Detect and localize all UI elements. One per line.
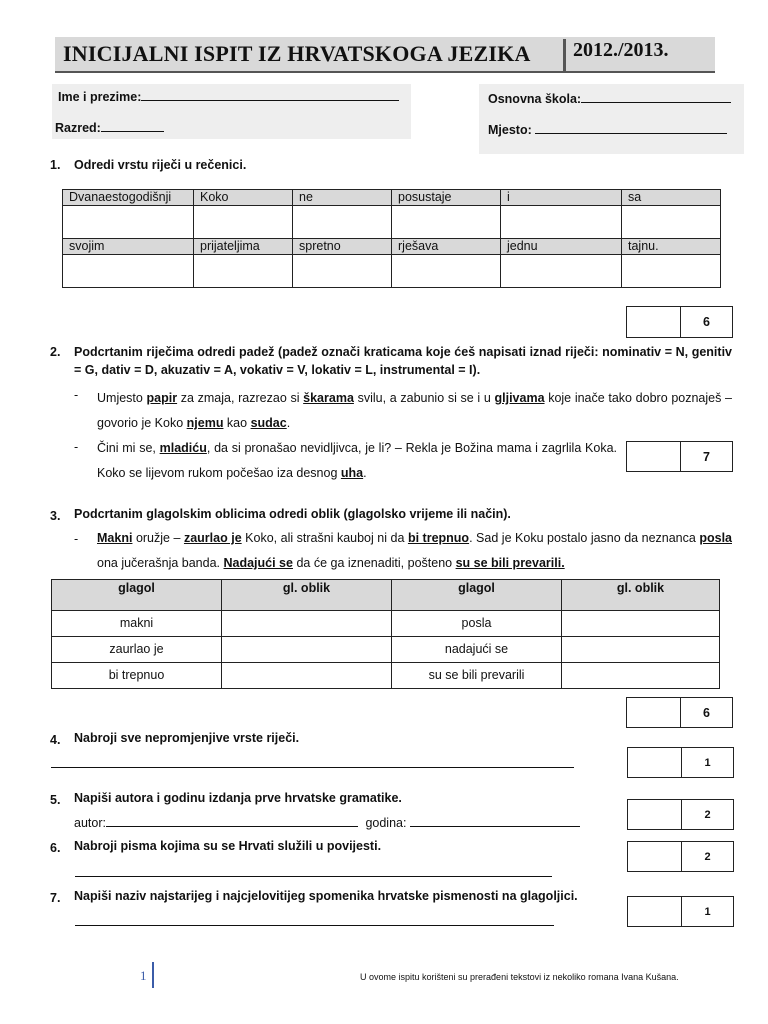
table-header-row bbox=[52, 580, 720, 611]
word-cell: ne bbox=[293, 190, 392, 206]
question-7-text: Napiši naziv najstarijeg i najcjelovitijeg spomenika hrvatske pismenosti na glagoljici. bbox=[74, 889, 578, 903]
question-number: 1. bbox=[50, 158, 61, 172]
dash-bullet: - bbox=[74, 532, 79, 546]
author-label: autor: bbox=[74, 816, 106, 830]
text-segment: Umjesto bbox=[97, 391, 147, 405]
answer-row bbox=[63, 206, 721, 239]
footer-divider bbox=[152, 962, 154, 988]
score-input[interactable] bbox=[627, 307, 681, 337]
answer-cell[interactable] bbox=[501, 255, 622, 288]
question-2-paragraph-1 bbox=[97, 386, 732, 436]
answer-cell[interactable] bbox=[222, 637, 392, 663]
question-number: 4. bbox=[50, 733, 61, 747]
table-row bbox=[52, 663, 720, 689]
question-number: 6. bbox=[50, 841, 61, 855]
max-points: 1 bbox=[704, 905, 711, 918]
dash-bullet: - bbox=[74, 440, 79, 454]
text-segment: kao bbox=[223, 416, 251, 430]
max-points: 7 bbox=[703, 449, 710, 464]
verb-cell: nadajući se bbox=[392, 637, 562, 663]
page-number: 1 bbox=[140, 968, 147, 983]
answer-line[interactable] bbox=[75, 876, 552, 877]
word-cell: sa bbox=[622, 190, 721, 206]
word-cell: tajnu. bbox=[622, 239, 721, 255]
underlined-word: mladiću bbox=[159, 441, 207, 455]
underlined-word: uha bbox=[340, 466, 364, 480]
verb-cell: posla bbox=[392, 611, 562, 637]
score-input[interactable] bbox=[628, 842, 682, 871]
score-box-q7 bbox=[627, 896, 734, 927]
column-header: gl. oblik bbox=[222, 580, 392, 611]
text-segment: oružje – bbox=[132, 531, 184, 545]
answer-cell[interactable] bbox=[63, 206, 194, 239]
text-segment: . bbox=[363, 466, 367, 480]
question-5-text: Napiši autora i godinu izdanja prve hrvatske gramatike. bbox=[74, 791, 402, 805]
score-input[interactable] bbox=[627, 442, 681, 471]
score-box-q5 bbox=[627, 799, 734, 830]
school-info-box bbox=[479, 84, 744, 154]
underlined-word: njemu bbox=[186, 416, 224, 430]
school-year: 2012./2013. bbox=[573, 39, 669, 61]
question-6-text: Nabroji pisma kojima su se Hrvati služili u povijesti. bbox=[74, 839, 382, 853]
question-number: 7. bbox=[50, 891, 61, 905]
score-input[interactable] bbox=[627, 698, 681, 727]
header-divider bbox=[563, 39, 566, 71]
max-points: 1 bbox=[704, 756, 711, 769]
underlined-word: gljivama bbox=[494, 391, 545, 405]
max-points: 6 bbox=[703, 705, 710, 720]
answer-cell[interactable] bbox=[392, 255, 501, 288]
answer-line[interactable] bbox=[75, 925, 554, 926]
answer-cell[interactable] bbox=[392, 206, 501, 239]
year-label: godina: bbox=[365, 816, 407, 830]
underlined-word: papir bbox=[146, 391, 178, 405]
word-cell: Dvanaestogodišnji bbox=[63, 190, 194, 206]
class-field[interactable] bbox=[101, 119, 164, 132]
word-type-table bbox=[62, 189, 721, 288]
year-field[interactable] bbox=[410, 814, 580, 827]
underlined-word: škarama bbox=[303, 391, 354, 405]
score-box-q2 bbox=[626, 441, 733, 472]
underlined-word: Makni bbox=[97, 531, 133, 545]
word-cell: jednu bbox=[501, 239, 622, 255]
answer-cell[interactable] bbox=[562, 663, 720, 689]
question-number: 3. bbox=[50, 509, 61, 523]
verb-form-table bbox=[51, 579, 720, 689]
question-number: 5. bbox=[50, 793, 61, 807]
table-row bbox=[63, 190, 721, 206]
answer-cell[interactable] bbox=[562, 611, 720, 637]
underlined-word: bi trepnuo bbox=[407, 531, 470, 545]
text-segment: , da si pronašao nevidljivca, je li? – Rekla je Božina mama i zagrlila Koka. Koko se lijevom rukom počešao iza desnog bbox=[97, 441, 617, 480]
underlined-word: posla bbox=[699, 531, 732, 545]
column-header: gl. oblik bbox=[562, 580, 720, 611]
footer-note: U ovome ispitu korišteni su prerađeni tekstovi iz nekoliko romana Ivana Kušana. bbox=[360, 972, 679, 982]
underlined-word: Nadajući se bbox=[223, 556, 293, 570]
class-label: Razred: bbox=[55, 121, 101, 135]
dash-bullet: - bbox=[74, 388, 79, 402]
score-input[interactable] bbox=[628, 897, 682, 926]
question-2-paragraph-2 bbox=[97, 436, 617, 486]
answer-cell[interactable] bbox=[293, 206, 392, 239]
underlined-word: sudac bbox=[250, 416, 287, 430]
text-segment: Čini mi se, bbox=[97, 441, 160, 455]
place-field[interactable] bbox=[535, 121, 727, 134]
question-2-text: Podcrtanim riječima odredi padež (padež označi kraticama koje ćeš napisati iznad riječi: nominativ = N, genitiv = G, dativ = D, akuzativ = A, vokativ = V, lokativ = L, instrumental = I). bbox=[74, 345, 732, 377]
text-segment: . bbox=[286, 416, 291, 430]
author-line bbox=[74, 814, 580, 830]
student-info-box bbox=[52, 84, 411, 139]
word-cell: spretno bbox=[293, 239, 392, 255]
text-segment: koje inače tako dobro poznaješ – govorio je Koko bbox=[97, 391, 732, 430]
name-label: Ime i prezime: bbox=[58, 90, 142, 104]
question-1-heading bbox=[50, 158, 60, 172]
author-field[interactable] bbox=[106, 814, 358, 827]
school-field[interactable] bbox=[581, 90, 731, 103]
verb-cell: bi trepnuo bbox=[52, 663, 222, 689]
answer-line[interactable] bbox=[51, 767, 574, 768]
word-cell: rješava bbox=[392, 239, 501, 255]
word-cell: Koko bbox=[194, 190, 293, 206]
question-1-text: Odredi vrstu riječi u rečenici. bbox=[74, 158, 247, 172]
score-box-q1 bbox=[626, 306, 733, 338]
question-3-text: Podcrtanim glagolskim oblicima odredi oblik (glagolsko vrijeme ili način). bbox=[74, 507, 511, 521]
word-cell: svojim bbox=[63, 239, 194, 255]
answer-cell[interactable] bbox=[222, 663, 392, 689]
word-cell: prijateljima bbox=[194, 239, 293, 255]
verb-cell: zaurlao je bbox=[52, 637, 222, 663]
column-header: glagol bbox=[392, 580, 562, 611]
answer-cell[interactable] bbox=[622, 255, 721, 288]
answer-cell[interactable] bbox=[501, 206, 622, 239]
exam-title: INICIJALNI ISPIT IZ HRVATSKOGA JEZIKA bbox=[63, 41, 531, 66]
table-row bbox=[52, 637, 720, 663]
answer-cell[interactable] bbox=[222, 611, 392, 637]
question-number: 2. bbox=[50, 345, 61, 359]
score-input[interactable] bbox=[628, 748, 682, 777]
score-box-q3 bbox=[626, 697, 733, 728]
table-row bbox=[63, 239, 721, 255]
column-header: glagol bbox=[52, 580, 222, 611]
max-points: 2 bbox=[704, 850, 711, 863]
text-segment: za zmaja, razrezao si bbox=[177, 391, 304, 405]
answer-cell[interactable] bbox=[562, 637, 720, 663]
text-segment: . Sad je Koku postalo jasno da neznanca bbox=[469, 531, 700, 545]
underlined-word: zaurlao je bbox=[183, 531, 242, 545]
question-4-text: Nabroji sve nepromjenjive vrste riječi. bbox=[74, 731, 300, 745]
max-points: 2 bbox=[704, 808, 711, 821]
verb-cell: makni bbox=[52, 611, 222, 637]
exam-header bbox=[55, 37, 715, 73]
answer-cell[interactable] bbox=[63, 255, 194, 288]
school-label: Osnovna škola: bbox=[488, 92, 582, 106]
question-3-paragraph bbox=[97, 526, 732, 576]
max-points: 6 bbox=[703, 315, 710, 329]
word-cell: i bbox=[501, 190, 622, 206]
verb-cell: su se bili prevarili bbox=[392, 663, 562, 689]
text-segment: Koko, ali strašni kauboj ni da bbox=[241, 531, 408, 545]
underlined-word: su se bili prevarili. bbox=[455, 556, 565, 570]
name-field[interactable] bbox=[141, 88, 399, 101]
answer-cell[interactable] bbox=[622, 206, 721, 239]
score-box-q4 bbox=[627, 747, 734, 778]
answer-cell[interactable] bbox=[194, 255, 293, 288]
text-segment: svilu, a zabunio si se i u bbox=[353, 391, 495, 405]
score-input[interactable] bbox=[628, 800, 682, 829]
text-segment: da će ga iznenaditi, pošteno bbox=[292, 556, 456, 570]
answer-row bbox=[63, 255, 721, 288]
text-segment: ona jučerašnja banda. bbox=[97, 556, 224, 570]
word-cell: posustaje bbox=[392, 190, 501, 206]
answer-cell[interactable] bbox=[293, 255, 392, 288]
table-row bbox=[52, 611, 720, 637]
score-box-q6 bbox=[627, 841, 734, 872]
place-label: Mjesto: bbox=[488, 123, 532, 137]
answer-cell[interactable] bbox=[194, 206, 293, 239]
